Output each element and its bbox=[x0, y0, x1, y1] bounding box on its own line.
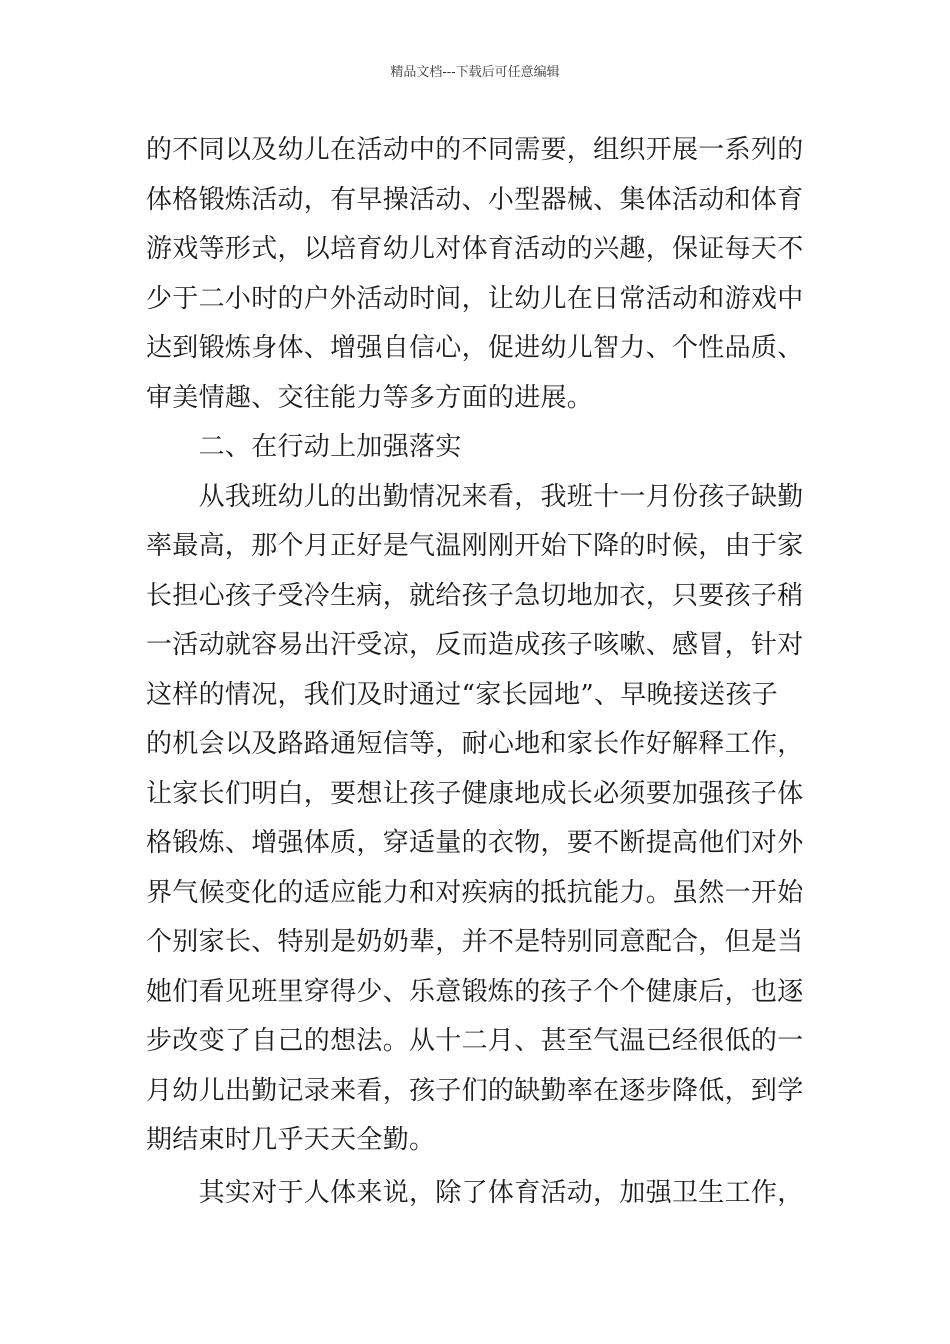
body-line: 审美情趣、交往能力等多方面的进展。 bbox=[146, 382, 594, 413]
body-line: 体格锻炼活动，有早操活动、小型器械、集体活动和体育 bbox=[146, 184, 804, 215]
body-line: 游戏等形式，以培育幼儿对体育活动的兴趣，保证每天不 bbox=[146, 234, 804, 264]
paragraph-first-line: 从我班幼儿的出勤情况来看，我班十一月份孩子缺勤 bbox=[146, 481, 804, 512]
body-line: 率最高，那个月正好是气温刚刚开始下降的时候，由于家 bbox=[146, 531, 804, 561]
body-line: 达到锻炼身体、增强自信心，促进幼儿智力、个性品质、 bbox=[146, 333, 804, 363]
document-body bbox=[146, 126, 811, 1218]
body-line: 让家长们明白，要想让孩子健康地成长必须要加强孩子体 bbox=[146, 778, 804, 809]
body-line: 一活动就容易出汗受凉，反而造成孩子咳嗽、感冒，针对 bbox=[146, 630, 804, 660]
body-line: 步改变了自己的想法。从十二月、甚至气温已经很低的一 bbox=[146, 1026, 804, 1056]
body-line: 期结束时几乎天天全勤。 bbox=[146, 1125, 436, 1155]
body-line: 长担心孩子受冷生病，就给孩子急切地加衣，只要孩子稍 bbox=[146, 580, 804, 611]
page-header: 精品文档---下载后可任意编辑 bbox=[390, 65, 560, 80]
body-line: 个别家长、特别是奶奶辈，并不是特别同意配合，但是当 bbox=[146, 927, 804, 957]
body-line: 的不同以及幼儿在活动中的不同需要，组织开展一系列的 bbox=[146, 135, 804, 165]
body-line: 她们看见班里穿得少、乐意锻炼的孩子个个健康后，也逐 bbox=[146, 976, 804, 1007]
section-heading: 二、在行动上加强落实 bbox=[146, 432, 462, 462]
body-line: 月幼儿出勤记录来看，孩子们的缺勤率在逐步降低，到学 bbox=[146, 1075, 804, 1106]
paragraph-first-line: 其实对于人体来说，除了体育活动，加强卫生工作， bbox=[146, 1177, 804, 1208]
body-line: 这样的情况，我们及时通过“家长园地”、早晚接送孩子 bbox=[146, 679, 779, 710]
body-line: 的机会以及路路通短信等，耐心地和家长作好解释工作， bbox=[146, 729, 804, 759]
body-line: 少于二小时的户外活动时间，让幼儿在日常活动和游戏中 bbox=[146, 283, 804, 314]
body-line: 界气候变化的适应能力和对疾病的抵抗能力。虽然一开始 bbox=[146, 877, 804, 908]
body-line: 格锻炼、增强体质，穿适量的衣物，要不断提高他们对外 bbox=[146, 828, 804, 858]
